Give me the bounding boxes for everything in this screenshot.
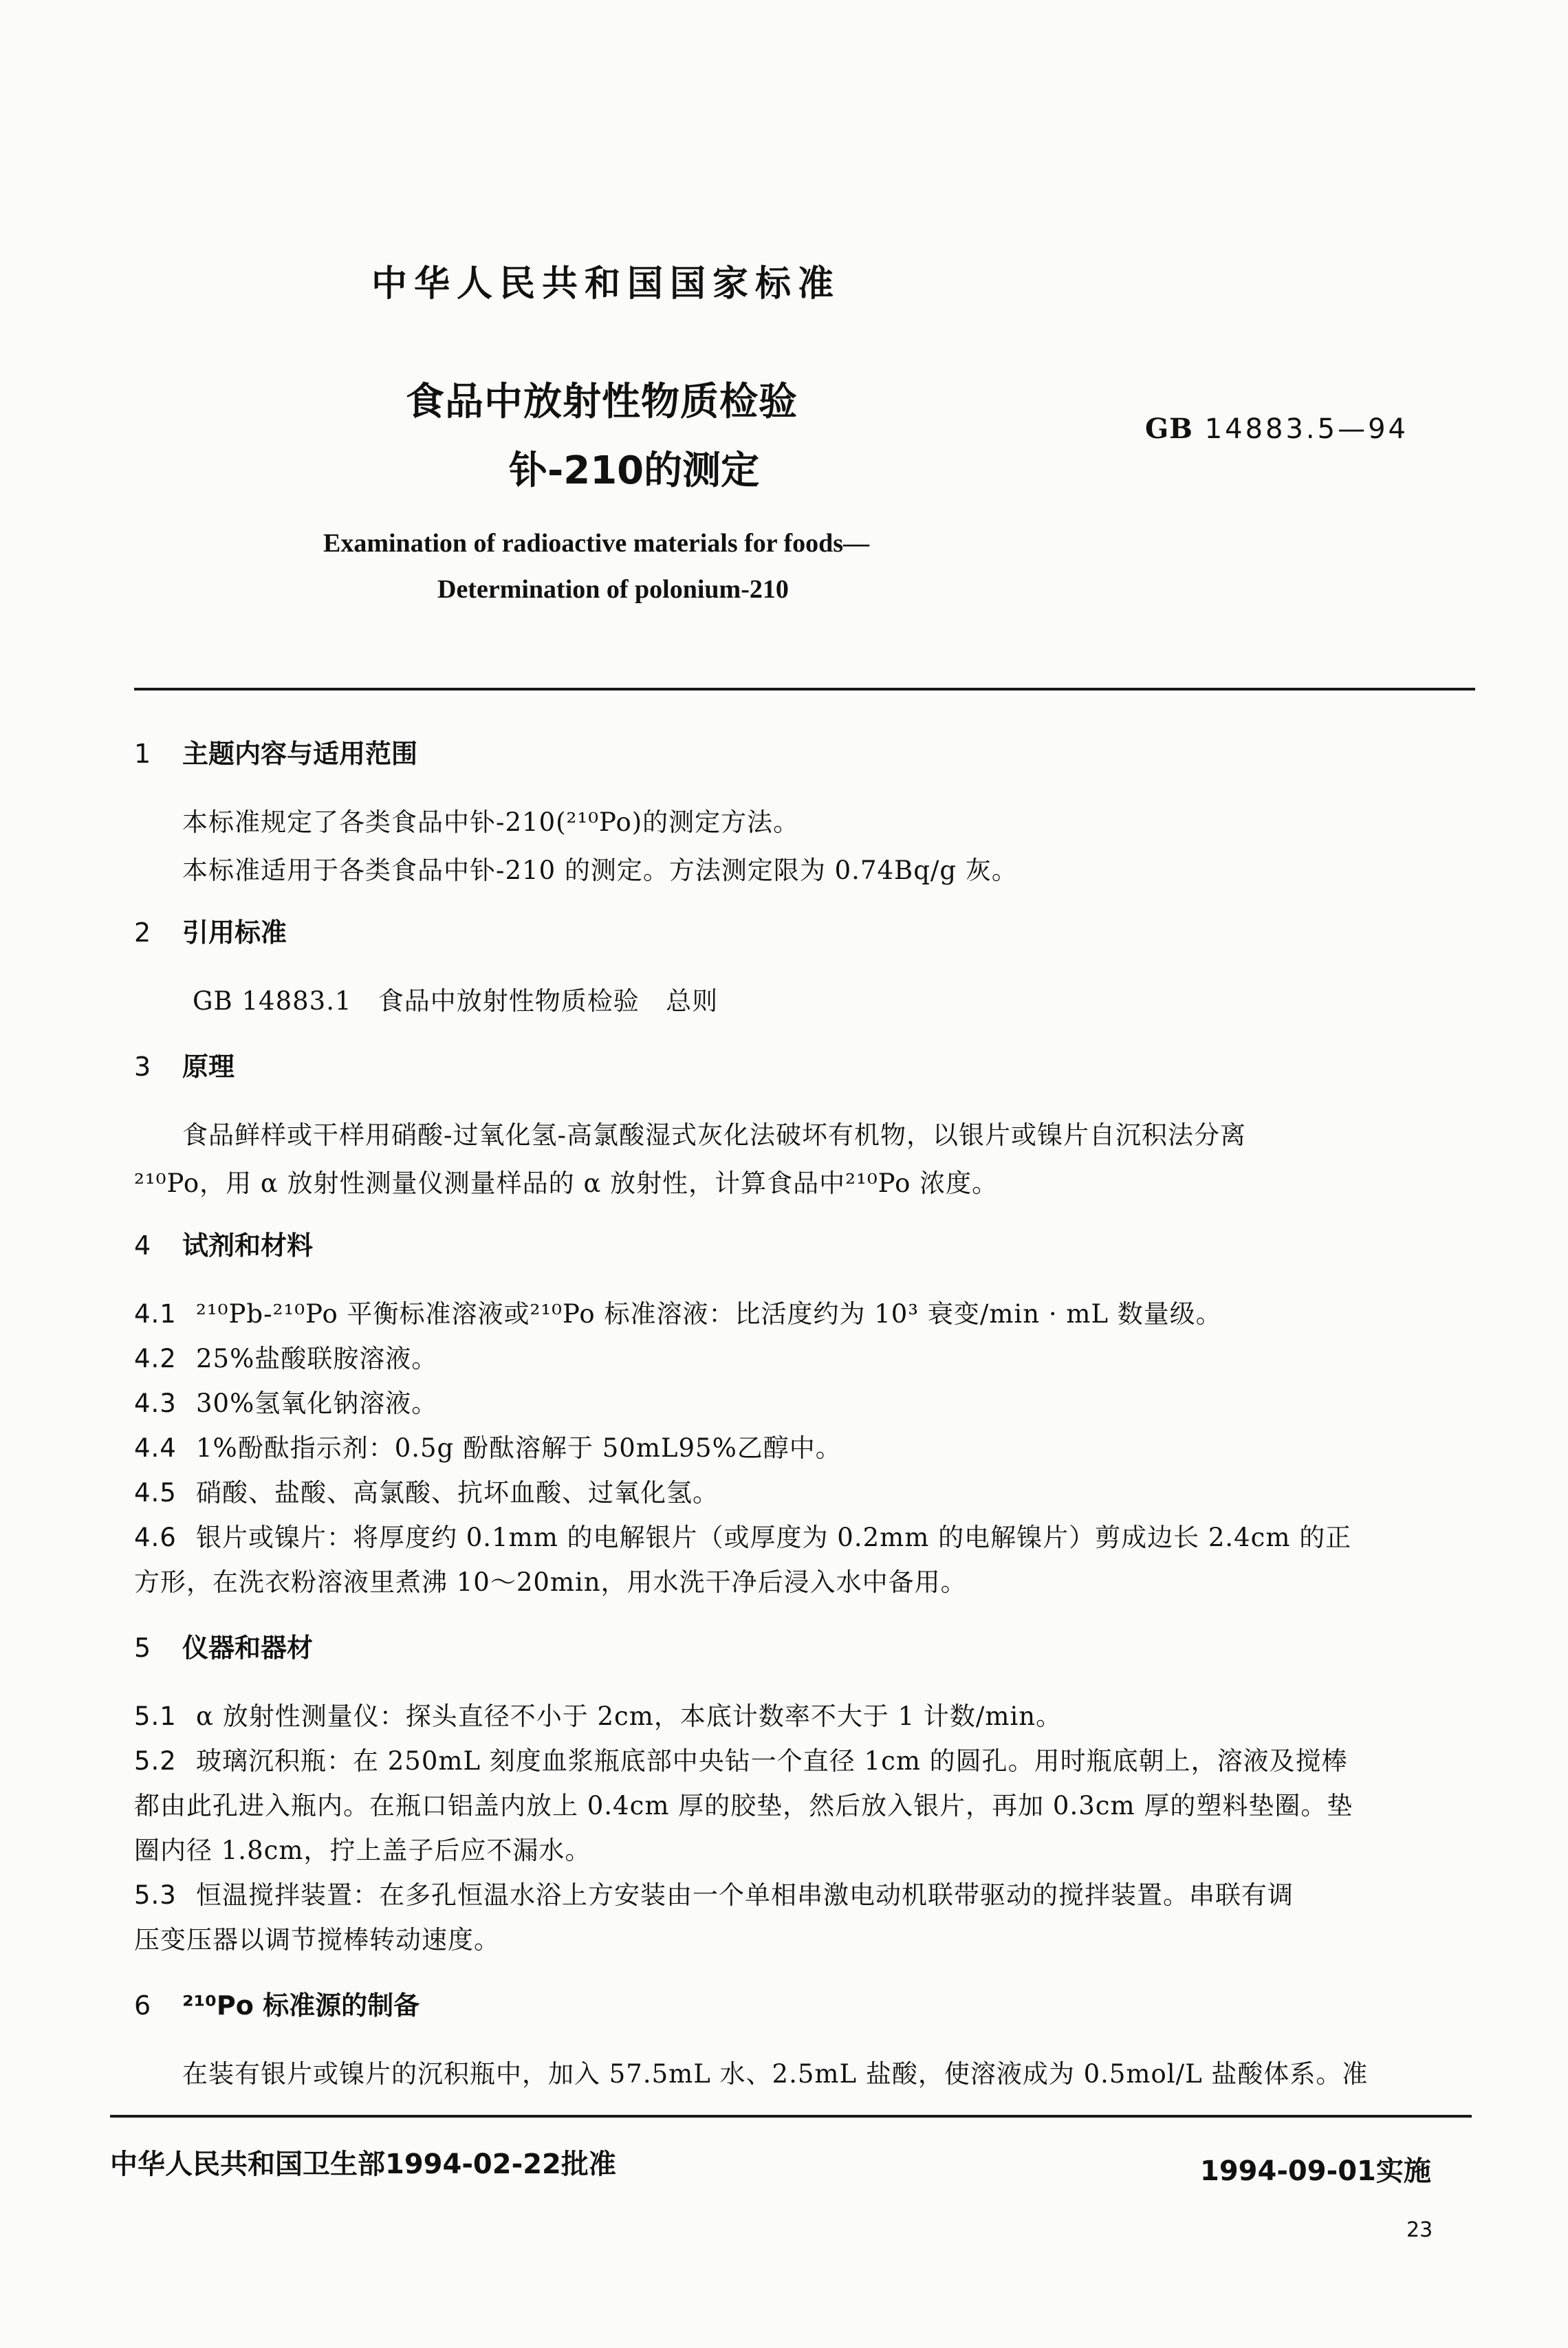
section-number: 2 bbox=[134, 917, 151, 948]
section-4-item-3 bbox=[134, 1382, 437, 1420]
item-text: 1%酚酞指示剂：0.5g 酚酞溶解于 50mL95%乙醇中。 bbox=[196, 1433, 842, 1463]
section-4-item-1 bbox=[134, 1293, 1222, 1330]
section-3-heading bbox=[134, 1045, 235, 1083]
standard-code: 14883.5—94 bbox=[1204, 413, 1408, 445]
item-number: 5.3 bbox=[134, 1880, 177, 1910]
section-4-item-6 bbox=[134, 1517, 1351, 1554]
section-number: 3 bbox=[134, 1052, 151, 1082]
section-title: 主题内容与适用范围 bbox=[182, 739, 418, 769]
section-3-line-2: ²¹⁰Po，用 α 放射性测量仪测量样品的 α 放射性，计算食品中²¹⁰Po 浓度。 bbox=[134, 1168, 999, 1198]
item-text: 玻璃沉积瓶：在 250mL 刻度血浆瓶底部中央钻一个直径 1cm 的圆孔。用时瓶底朝上，溶液及搅棒 bbox=[196, 1746, 1348, 1776]
section-5-item-1 bbox=[134, 1695, 1062, 1732]
footer-divider bbox=[110, 2115, 1472, 2118]
header-divider bbox=[134, 688, 1475, 691]
document-title-line1: 食品中放射性物质检验 bbox=[406, 380, 798, 424]
section-5-item-2 bbox=[134, 1740, 1348, 1777]
english-title-line2: Determination of polonium-210 bbox=[437, 575, 789, 604]
section-2-heading bbox=[134, 911, 287, 949]
page-number: 23 bbox=[1406, 2218, 1433, 2242]
section-4-item-5 bbox=[134, 1472, 719, 1509]
section-title: 原理 bbox=[182, 1052, 235, 1082]
item-number: 5.1 bbox=[134, 1702, 177, 1731]
section-4-heading bbox=[134, 1224, 313, 1262]
section-title: 引用标准 bbox=[182, 917, 287, 948]
item-text: 30%氢氧化钠溶液。 bbox=[196, 1389, 438, 1418]
implementation-date: 1994-09-01实施 bbox=[1200, 2155, 1431, 2187]
item-number: 4.3 bbox=[134, 1389, 177, 1418]
item-text: 25%盐酸联胺溶液。 bbox=[196, 1344, 438, 1373]
section-5-item-3 bbox=[134, 1874, 1294, 1911]
section-number: 5 bbox=[134, 1633, 151, 1663]
section-1-paragraph-2: 本标准适用于各类食品中钋-210 的测定。方法测定限为 0.74Bq/g 灰。 bbox=[182, 856, 1018, 885]
section-5-item-2-continued-2: 圈内径 1.8cm，拧上盖子后应不漏水。 bbox=[134, 1836, 591, 1865]
section-3-line-1: 食品鲜样或干样用硝酸-过氧化氢-高氯酸湿式灰化法破坏有机物，以银片或镍片自沉积法分离 bbox=[182, 1120, 1247, 1150]
section-number: 6 bbox=[134, 1990, 151, 2021]
national-standard-heading: 中华人民共和国国家标准 bbox=[371, 263, 841, 305]
item-number: 5.2 bbox=[134, 1746, 177, 1776]
section-1-paragraph-1: 本标准规定了各类食品中钋-210(²¹⁰Po)的测定方法。 bbox=[182, 807, 800, 837]
english-title-line1: Examination of radioactive materials for foods— bbox=[323, 529, 870, 558]
section-5-heading bbox=[134, 1627, 313, 1664]
standard-number bbox=[1145, 413, 1408, 445]
item-text: 银片或镍片：将厚度约 0.1mm 的电解银片（或厚度为 0.2mm 的电解镍片）剪成边长 2.4cm 的正 bbox=[196, 1523, 1352, 1552]
item-text: 恒温搅拌装置：在多孔恒温水浴上方安装由一个单相串激电动机联带驱动的搅拌装置。串联有调 bbox=[196, 1880, 1294, 1910]
section-number: 1 bbox=[134, 739, 151, 769]
section-2-reference: GB 14883.1 食品中放射性物质检验 总则 bbox=[193, 986, 719, 1016]
section-1-heading bbox=[134, 732, 417, 770]
section-number: 4 bbox=[134, 1230, 151, 1261]
item-text: α 放射性测量仪：探头直径不小于 2cm，本底计数率不大于 1 计数/min。 bbox=[196, 1702, 1063, 1731]
item-number: 4.6 bbox=[134, 1523, 177, 1552]
item-text: ²¹⁰Pb-²¹⁰Po 平衡标准溶液或²¹⁰Po 标准溶液：比活度约为 10³ 衰变/min · mL 数量级。 bbox=[196, 1299, 1222, 1329]
approval-line: 中华人民共和国卫生部1994-02-22批准 bbox=[110, 2149, 616, 2180]
section-4-item-2 bbox=[134, 1338, 437, 1375]
item-number: 4.2 bbox=[134, 1344, 177, 1373]
section-4-item-6-continued: 方形，在洗衣粉溶液里煮沸 10～20min，用水洗干净后浸入水中备用。 bbox=[134, 1567, 967, 1597]
standard-prefix: GB bbox=[1145, 413, 1193, 445]
section-title: ²¹⁰Po 标准源的制备 bbox=[182, 1990, 420, 2021]
section-5-item-3-continued: 压变压器以调节搅棒转动速度。 bbox=[134, 1925, 500, 1955]
item-number: 4.5 bbox=[134, 1478, 177, 1508]
section-4-item-4 bbox=[134, 1427, 842, 1464]
item-text: 硝酸、盐酸、高氯酸、抗坏血酸、过氧化氢。 bbox=[196, 1478, 719, 1508]
section-6-heading bbox=[134, 1984, 420, 2022]
item-number: 4.1 bbox=[134, 1299, 177, 1329]
section-title: 试剂和材料 bbox=[182, 1230, 314, 1261]
section-6-paragraph-1: 在装有银片或镍片的沉积瓶中，加入 57.5mL 水、2.5mL 盐酸，使溶液成为 0.5mol/L 盐酸体系。准 bbox=[182, 2059, 1369, 2089]
document-title-line2: 钋-210的测定 bbox=[509, 448, 760, 493]
section-title: 仪器和器材 bbox=[182, 1633, 314, 1663]
section-5-item-2-continued-1: 都由此孔进入瓶内。在瓶口铝盖内放上 0.4cm 厚的胶垫，然后放入银片，再加 0.3cm 厚的塑料垫圈。垫 bbox=[134, 1791, 1353, 1820]
item-number: 4.4 bbox=[134, 1433, 177, 1463]
